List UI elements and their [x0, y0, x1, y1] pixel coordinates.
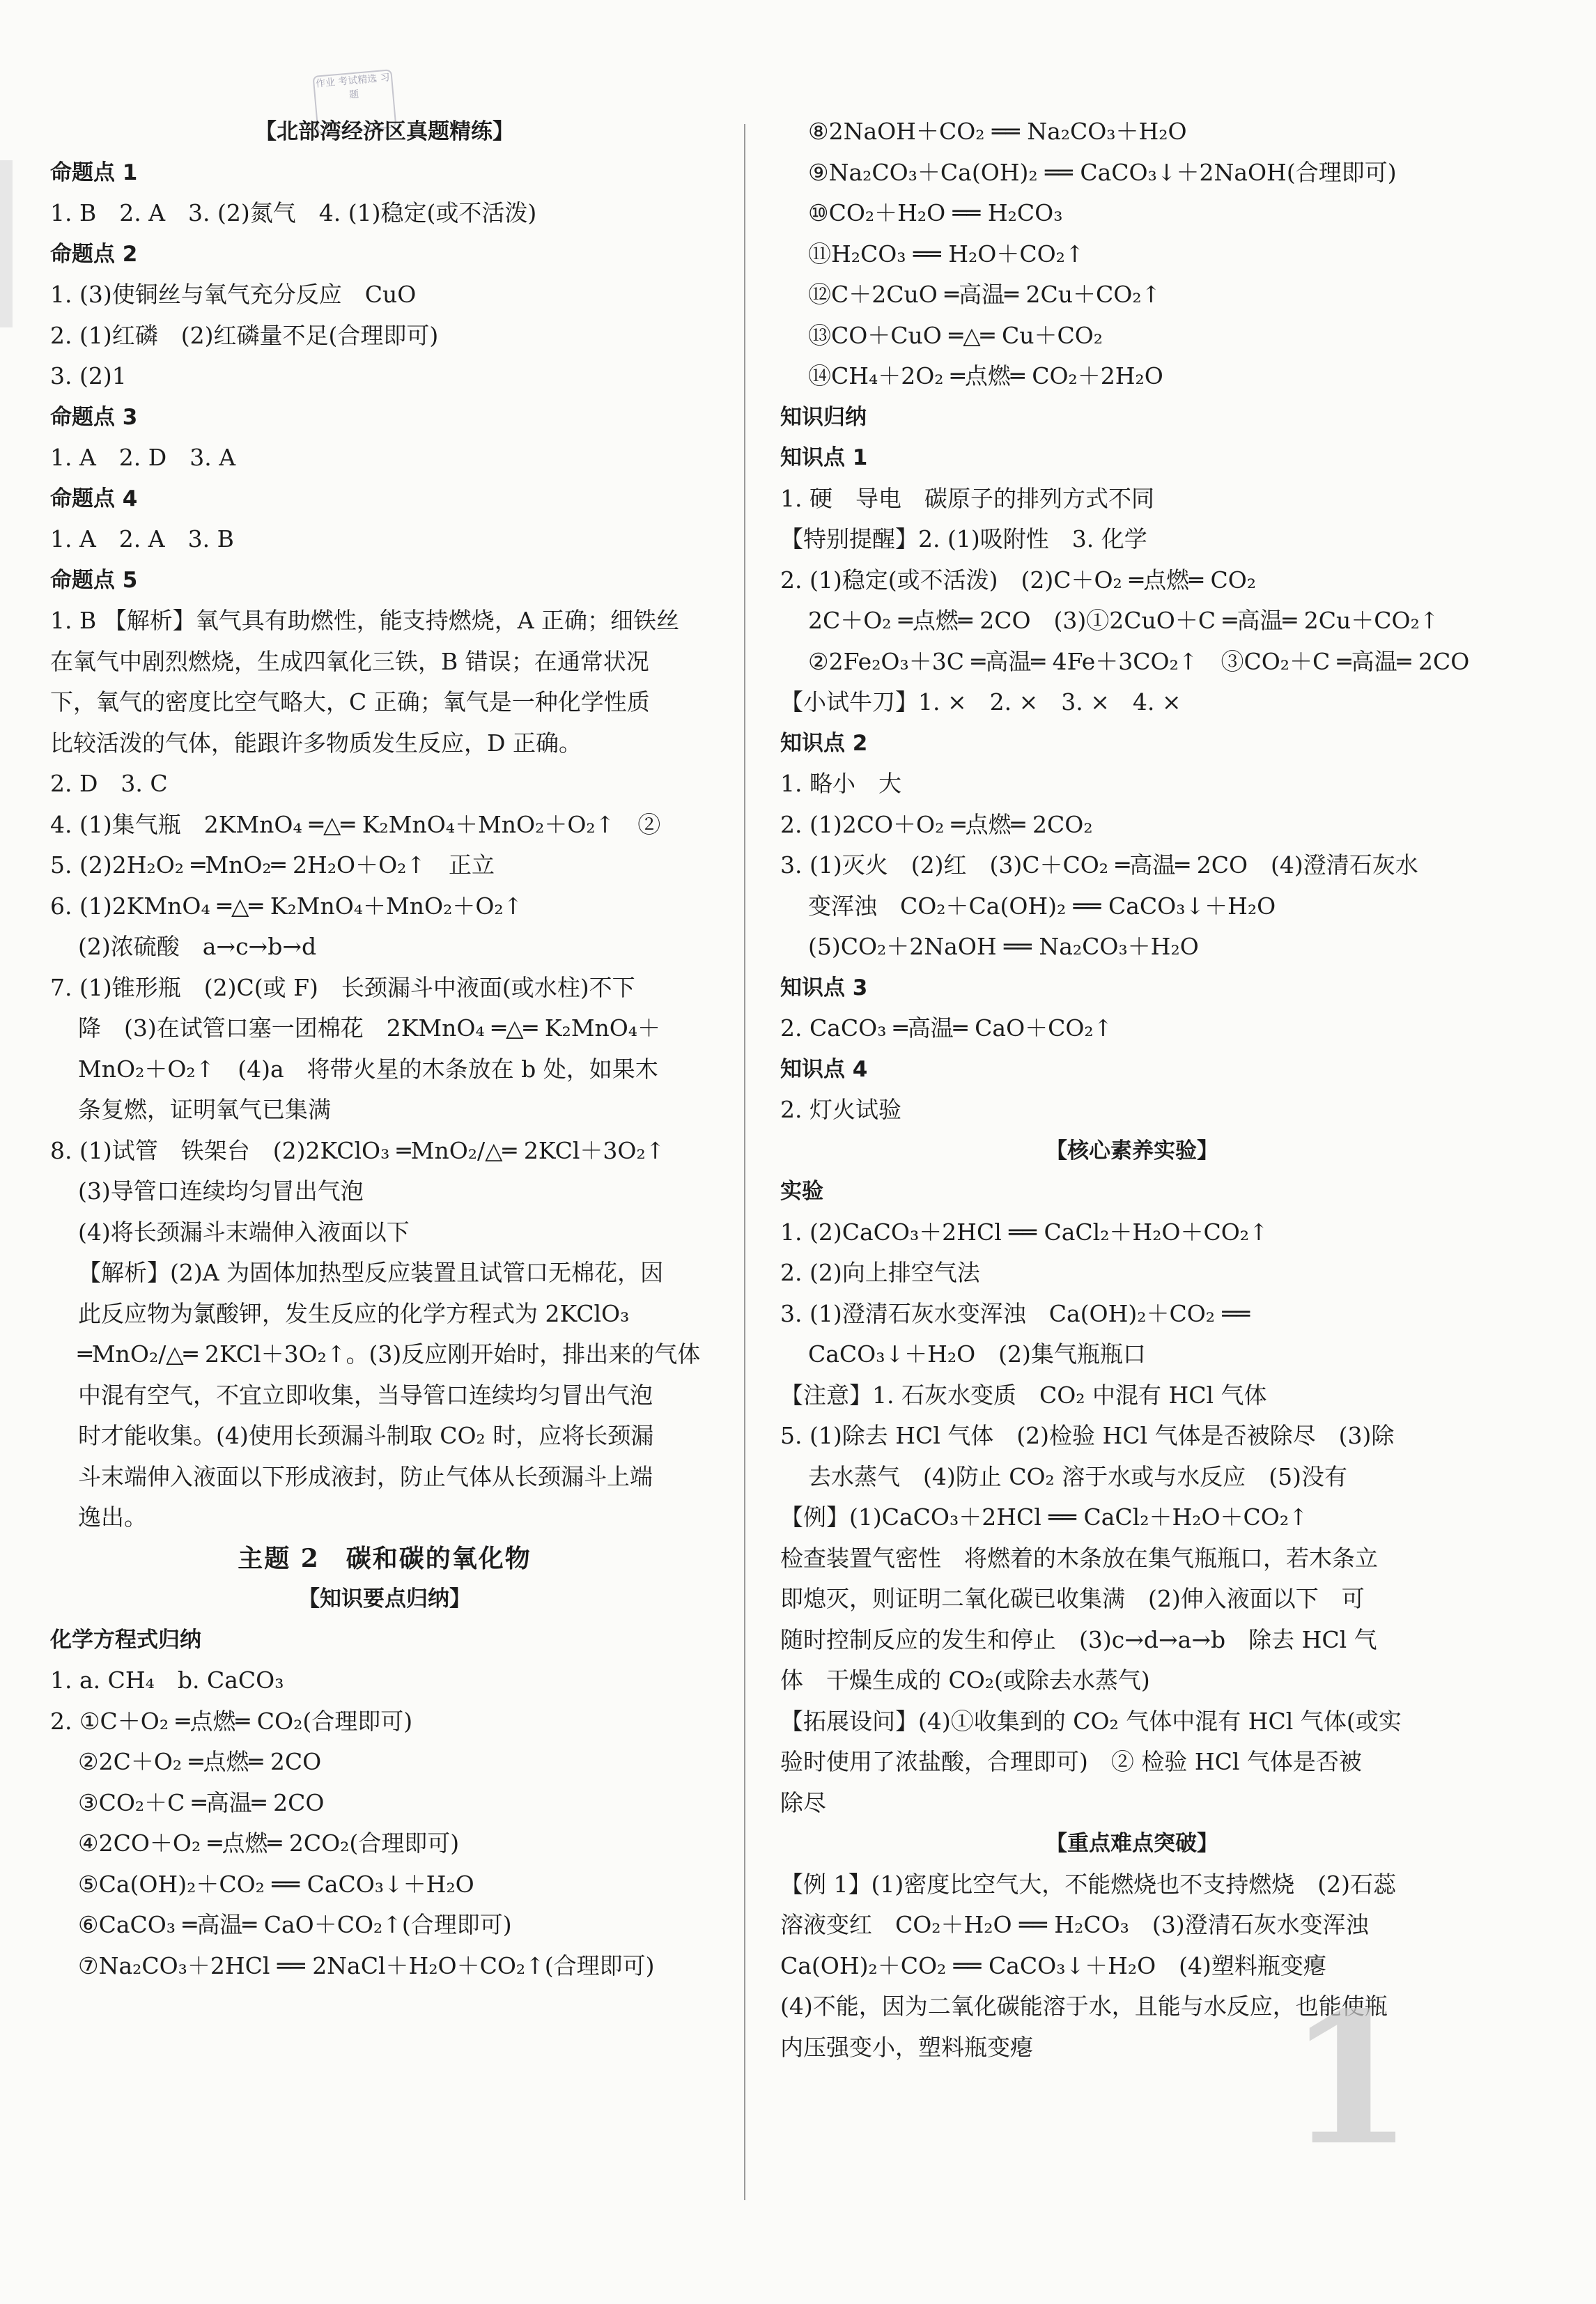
right-line: 1. 硬 导电 碳原子的排列方式不同 [780, 484, 1154, 512]
left-line: 中混有空气，不宜立即收集，当导管口连续均匀冒出气泡 [78, 1381, 653, 1409]
left-line: 比较活泼的气体，能跟许多物质发生反应，D 正确。 [50, 729, 582, 757]
right-line: (5)CO₂＋2NaOH ══ Na₂CO₃＋H₂O [808, 933, 1199, 960]
right-line: 变浑浊 CO₂＋Ca(OH)₂ ══ CaCO₃↓＋H₂O [808, 892, 1276, 920]
column-divider [744, 124, 745, 2200]
right-line: ⑨Na₂CO₃＋Ca(OH)₂ ══ CaCO₃↓＋2NaOH(合理即可) [808, 158, 1397, 186]
left-line: 【北部湾经济区真题精练】 [255, 119, 514, 144]
right-line: 去水蒸气 (4)防止 CO₂ 溶于水或与水反应 (5)没有 [808, 1462, 1348, 1490]
left-line: 斗末端伸入液面以下形成液封，防止气体从长颈漏斗上端 [78, 1462, 653, 1490]
page-number: 1 [1287, 1973, 1413, 2186]
right-line: 1. (2)CaCO₃＋2HCl ══ CaCl₂＋H₂O＋CO₂↑ [780, 1218, 1269, 1246]
left-line: (3)导管口连续均匀冒出气泡 [78, 1177, 364, 1205]
right-line: 【特别提醒】2. (1)吸附性 3. 化学 [780, 525, 1147, 552]
left-line: 命题点 5 [50, 567, 138, 593]
left-line: (4)将长颈漏斗末端伸入液面以下 [78, 1218, 410, 1246]
left-line: 命题点 2 [50, 241, 138, 267]
left-line: ④2CO＋O₂ ═点燃═ 2CO₂(合理即可) [78, 1830, 460, 1857]
left-line: 3. (2)1 [50, 362, 127, 389]
right-line: 随时控制反应的发生和停止 (3)c→d→a→b 除去 HCl 气 [780, 1625, 1377, 1653]
right-line: Ca(OH)₂＋CO₂ ══ CaCO₃↓＋H₂O (4)塑料瓶变瘪 [780, 1951, 1326, 1979]
left-line: 【知识要点归纳】 [298, 1586, 471, 1611]
left-line: ═MnO₂/△═ 2KCl＋3O₂↑。(3)反应刚开始时，排出来的气体 [78, 1340, 701, 1368]
right-line: 【核心素养实验】 [1046, 1138, 1218, 1163]
right-line: 体 干燥生成的 CO₂(或除去水蒸气) [780, 1667, 1150, 1694]
right-line: ⑭CH₄＋2O₂ ═点燃═ CO₂＋2H₂O [808, 362, 1163, 389]
left-line: 7. (1)锥形瓶 (2)C(或 F) 长颈漏斗中液面(或水柱)不下 [50, 973, 635, 1001]
right-line: 3. (1)灭火 (2)红 (3)C＋CO₂ ═高温═ 2CO (4)澄清石灰水 [780, 851, 1418, 879]
right-line: 溶液变红 CO₂＋H₂O ══ H₂CO₃ (3)澄清石灰水变浑浊 [780, 1911, 1369, 1938]
left-line: 【解析】(2)A 为固体加热型反应装置且试管口无棉花，因 [78, 1259, 664, 1286]
left-line: 5. (2)2H₂O₂ ═MnO₂═ 2H₂O＋O₂↑ 正立 [50, 851, 495, 879]
right-line: ⑬CO＋CuO ═△═ Cu＋CO₂ [808, 321, 1103, 349]
right-line: 【例 1】(1)密度比空气大，不能燃烧也不支持燃烧 (2)石蕊 [780, 1870, 1396, 1898]
right-line: 2. CaCO₃ ═高温═ CaO＋CO₂↑ [780, 1014, 1113, 1042]
left-line: 1. B 2. A 3. (2)氮气 4. (1)稳定(或不活泼) [50, 199, 537, 226]
left-line: 2. (1)红磷 (2)红磷量不足(合理即可) [50, 321, 439, 349]
right-line: 2. (2)向上排空气法 [780, 1259, 980, 1286]
left-line: 2. D 3. C [50, 770, 168, 797]
left-line: 4. (1)集气瓶 2KMnO₄ ═△═ K₂MnO₄＋MnO₂＋O₂↑ ② [50, 810, 661, 838]
right-line: 2. (1)2CO＋O₂ ═点燃═ 2CO₂ [780, 810, 1093, 838]
right-line: ⑧2NaOH＋CO₂ ══ Na₂CO₃＋H₂O [808, 118, 1187, 145]
right-line: 实验 [780, 1179, 823, 1204]
right-line: ②2Fe₂O₃＋3C ═高温═ 4Fe＋3CO₂↑ ③CO₂＋C ═高温═ 2CO [808, 647, 1470, 675]
right-line: 【拓展设问】(4)①收集到的 CO₂ 气体中混有 HCl 气体(或实 [780, 1707, 1402, 1735]
right-line: 知识点 2 [780, 730, 868, 756]
left-line: 命题点 1 [50, 160, 138, 185]
left-line: 命题点 4 [50, 486, 138, 511]
right-line: 【重点难点突破】 [1046, 1831, 1218, 1856]
right-line: ⑪H₂CO₃ ══ H₂O＋CO₂↑ [808, 240, 1085, 268]
right-line: 2. (1)稳定(或不活泼) (2)C＋O₂ ═点燃═ CO₂ [780, 566, 1256, 594]
left-line: 主题 2 碳和碳的氧化物 [238, 1543, 532, 1573]
right-line: 【注意】1. 石灰水变质 CO₂ 中混有 HCl 气体 [780, 1381, 1267, 1409]
left-line: ⑦Na₂CO₃＋2HCl ══ 2NaCl＋H₂O＋CO₂↑(合理即可) [78, 1951, 655, 1979]
right-column [780, 111, 1484, 2068]
right-line: 即熄灭，则证明二氧化碳已收集满 (2)伸入液面以下 可 [780, 1585, 1365, 1612]
left-line: 降 (3)在试管口塞一团棉花 2KMnO₄ ═△═ K₂MnO₄＋ [78, 1014, 661, 1042]
left-line: 8. (1)试管 铁架台 (2)2KClO₃ ═MnO₂/△═ 2KCl＋3O₂↑ [50, 1136, 665, 1164]
right-line: (4)不能，因为二氧化碳能溶于水，且能与水反应，也能使瓶 [780, 1993, 1388, 2020]
right-line: 2. 灯火试验 [780, 1096, 901, 1123]
left-line: 1. (3)使铜丝与氧气充分反应 CuO [50, 281, 417, 308]
right-line: CaCO₃↓＋H₂O (2)集气瓶瓶口 [808, 1340, 1146, 1368]
left-line: 化学方程式归纳 [50, 1627, 201, 1653]
right-line: 验时使用了浓盐酸，合理即可) ② 检验 HCl 气体是否被 [780, 1748, 1362, 1775]
left-line: 1. A 2. D 3. A [50, 444, 236, 471]
left-line: 6. (1)2KMnO₄ ═△═ K₂MnO₄＋MnO₂＋O₂↑ [50, 892, 523, 920]
left-line: 条复燃，证明氧气已集满 [78, 1096, 331, 1123]
right-line: 1. 略小 大 [780, 770, 901, 797]
right-line: 检查装置气密性 将燃着的木条放在集气瓶瓶口，若木条立 [780, 1544, 1378, 1572]
left-line: 下，氧气的密度比空气略大，C 正确；氧气是一种化学性质 [50, 688, 650, 716]
right-line: ⑩CO₂＋H₂O ══ H₂CO₃ [808, 199, 1063, 226]
left-line: ⑥CaCO₃ ═高温═ CaO＋CO₂↑(合理即可) [78, 1911, 512, 1938]
right-line: 知识点 4 [780, 1056, 868, 1082]
left-line: 1. A 2. A 3. B [50, 525, 234, 552]
left-line: 1. B 【解析】氧气具有助燃性，能支持燃烧，A 正确；细铁丝 [50, 607, 680, 634]
right-line: 3. (1)澄清石灰水变浑浊 Ca(OH)₂＋CO₂ ══ [780, 1299, 1250, 1327]
page-edge-mark [0, 160, 13, 327]
right-line: ⑫C＋2CuO ═高温═ 2Cu＋CO₂↑ [808, 281, 1161, 308]
stamp-mark: 作业 考试精选 习题 [313, 69, 397, 134]
right-line: 【例】(1)CaCO₃＋2HCl ══ CaCl₂＋H₂O＋CO₂↑ [780, 1503, 1308, 1531]
left-line: 命题点 3 [50, 404, 138, 430]
right-line: 知识归纳 [780, 404, 867, 430]
right-line: 除尽 [780, 1788, 826, 1816]
right-line: 【小试牛刀】1. × 2. × 3. × 4. × [780, 688, 1181, 716]
left-line: 逸出。 [78, 1503, 147, 1531]
left-column [50, 111, 719, 1986]
left-line: (2)浓硫酸 a→c→b→d [78, 933, 317, 960]
left-line: 时才能收集。(4)使用长颈漏斗制取 CO₂ 时，应将长颈漏 [78, 1422, 654, 1449]
left-line: ②2C＋O₂ ═点燃═ 2CO [78, 1748, 322, 1775]
left-line: ⑤Ca(OH)₂＋CO₂ ══ CaCO₃↓＋H₂O [78, 1870, 474, 1898]
left-line: 此反应物为氯酸钾，发生反应的化学方程式为 2KClO₃ [78, 1299, 630, 1327]
left-line: 1. a. CH₄ b. CaCO₃ [50, 1667, 284, 1694]
left-line: ③CO₂＋C ═高温═ 2CO [78, 1788, 325, 1816]
right-line: 5. (1)除去 HCl 气体 (2)检验 HCl 气体是否被除尽 (3)除 [780, 1422, 1395, 1449]
right-line: 2C＋O₂ ═点燃═ 2CO (3)①2CuO＋C ═高温═ 2Cu＋CO₂↑ [808, 607, 1439, 634]
left-line: 在氧气中剧烈燃烧，生成四氧化三铁，B 错误；在通常状况 [50, 647, 649, 675]
right-line: 知识点 3 [780, 975, 868, 1000]
right-line: 内压强变小，塑料瓶变瘪 [780, 2033, 1033, 2061]
right-line: 知识点 1 [780, 445, 868, 470]
left-line: MnO₂＋O₂↑ (4)a 将带火星的木条放在 b 处，如果木 [78, 1055, 658, 1083]
left-line: 2. ①C＋O₂ ═点燃═ CO₂(合理即可) [50, 1707, 413, 1735]
